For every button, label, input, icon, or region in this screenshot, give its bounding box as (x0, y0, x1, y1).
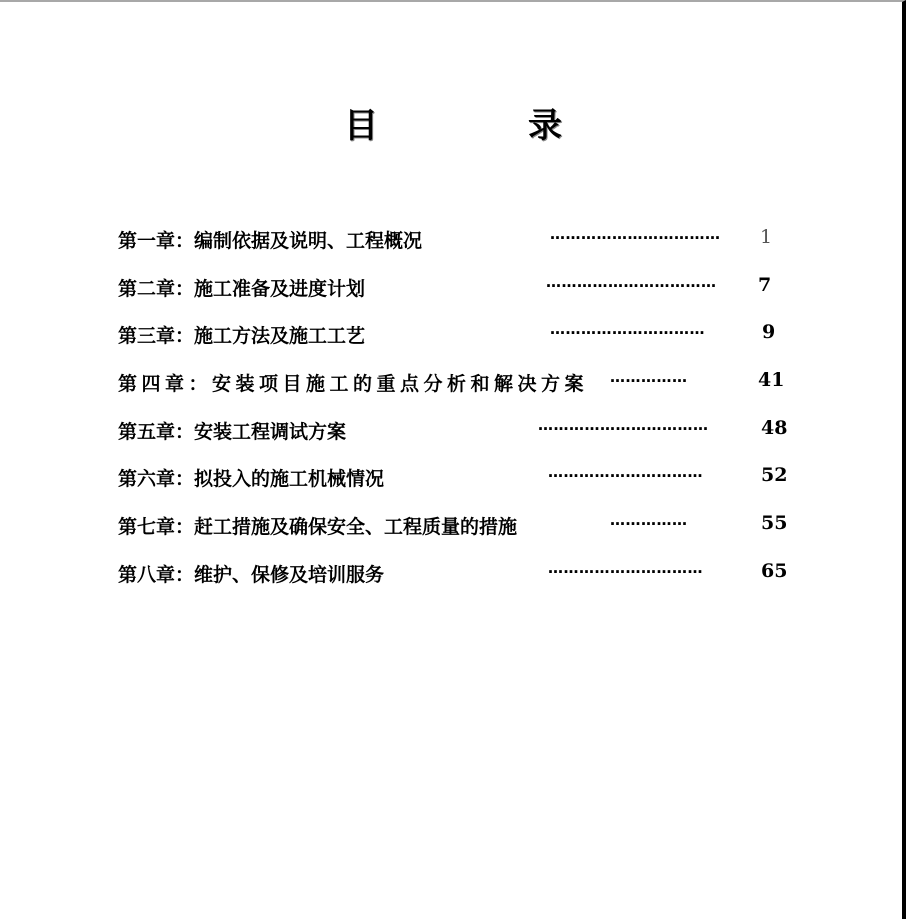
toc-entry-label: 第五章：安装工程调试方案 (118, 420, 347, 443)
toc-page-number: 48 (761, 416, 788, 439)
toc-entry[interactable] (118, 460, 798, 508)
toc-entry[interactable] (118, 508, 798, 556)
toc-page-number: 7 (758, 273, 772, 296)
toc-entry-label: 第四章：安装项目施工的重点分析和解决方案 (118, 373, 589, 396)
toc-page-number: 9 (762, 321, 776, 344)
table-of-contents (118, 222, 798, 604)
toc-leader-dots: ………………………… (548, 558, 703, 577)
toc-entry[interactable] (118, 222, 798, 270)
toc-entry-label: 第二章：施工准备及进度计划 (118, 277, 366, 300)
toc-entry[interactable] (118, 317, 798, 365)
toc-entry-label: 第六章：拟投入的施工机械情况 (118, 468, 385, 491)
toc-leader-dots: ………………………… (550, 320, 705, 339)
toc-leader-dots: …………………………… (546, 272, 717, 291)
toc-entry[interactable] (118, 365, 798, 413)
toc-entry-label: 第一章：编制依据及说明、工程概况 (118, 230, 423, 252)
toc-page-number: 41 (758, 369, 785, 392)
page-title: 目 录 (344, 106, 620, 146)
toc-leader-dots: ………………………… (548, 463, 703, 482)
toc-entry[interactable] (118, 270, 798, 318)
toc-leader-dots: …………… (610, 368, 688, 387)
toc-entry-label: 第八章：维护、保修及培训服务 (118, 563, 385, 586)
toc-leader-dots: …………… (610, 511, 688, 530)
toc-page-number: 65 (761, 559, 788, 582)
toc-entry[interactable] (118, 556, 798, 604)
toc-entry-label: 第三章：施工方法及施工工艺 (118, 325, 366, 348)
toc-entry[interactable] (118, 413, 798, 461)
toc-page-number: 52 (761, 464, 788, 487)
toc-page-number: 1 (760, 226, 773, 248)
toc-leader-dots: …………………………… (538, 415, 709, 434)
toc-leader-dots: …………………………… (550, 225, 721, 243)
toc-entry-label: 第七章：赶工措施及确保安全、工程质量的措施 (118, 516, 518, 539)
toc-page-number: 55 (761, 512, 788, 535)
